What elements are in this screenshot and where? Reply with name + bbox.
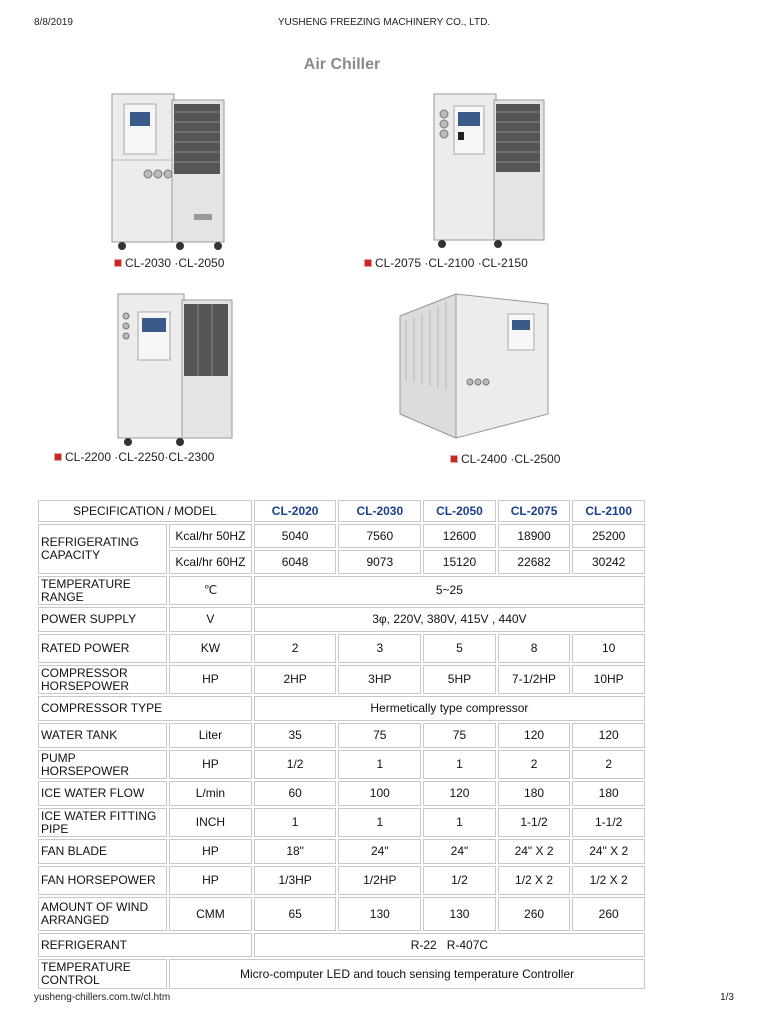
- value-cell: 1/2 X 2: [498, 866, 571, 895]
- value-cell: 1-1/2: [498, 808, 571, 837]
- unit-cell: Liter: [169, 723, 252, 748]
- value-cell: 1: [338, 750, 421, 779]
- unit-cell: HP: [169, 839, 252, 864]
- page-number: 1/3: [720, 992, 734, 1003]
- value-cell: 3: [338, 634, 421, 663]
- value-cell: 6048: [254, 550, 337, 574]
- value-cell: 3HP: [338, 665, 421, 694]
- table-row: [38, 959, 645, 989]
- row-label: AMOUNT OF WIND ARRANGED: [38, 897, 167, 931]
- unit-cell: V: [169, 607, 252, 632]
- table-row: [38, 524, 645, 548]
- value-cell: 1/2: [423, 866, 496, 895]
- value-cell: 24" X 2: [572, 839, 645, 864]
- unit-cell: CMM: [169, 897, 252, 931]
- row-label: COMPRESSOR TYPE: [38, 696, 252, 721]
- row-label: ICE WATER FLOW: [38, 781, 167, 806]
- bullet-icon: [114, 259, 122, 267]
- value-cell: 65: [254, 897, 337, 931]
- value-cell: 30242: [572, 550, 645, 574]
- model-header: CL-2030: [338, 500, 421, 522]
- product-image-cl2400: [396, 290, 552, 444]
- value-cell: 24" X 2: [498, 839, 571, 864]
- value-cell: 10HP: [572, 665, 645, 694]
- value-cell: 120: [572, 723, 645, 748]
- value-cell: 8: [498, 634, 571, 663]
- value-cell: 10: [572, 634, 645, 663]
- value-cell: 35: [254, 723, 337, 748]
- value-cell: 1-1/2: [572, 808, 645, 837]
- value-cell: 180: [572, 781, 645, 806]
- value-cell: 1: [423, 808, 496, 837]
- row-label: FAN BLADE: [38, 839, 167, 864]
- value-cell: Hermetically type compressor: [254, 696, 645, 721]
- row-label: TEMPERATURE CONTROL: [38, 959, 167, 989]
- row-label: WATER TANK: [38, 723, 167, 748]
- row-label: REFRIGERANT: [38, 933, 252, 957]
- value-cell: 120: [423, 781, 496, 806]
- product-caption: CL-2200 ·CL-2250·CL-2300: [54, 450, 214, 464]
- value-cell: 1/3HP: [254, 866, 337, 895]
- value-cell: 180: [498, 781, 571, 806]
- unit-cell: Kcal/hr 60HZ: [169, 550, 252, 574]
- value-cell: 18": [254, 839, 337, 864]
- product-caption: CL-2075 ·CL-2100 ·CL-2150: [364, 256, 528, 270]
- bullet-icon: [364, 259, 372, 267]
- unit-cell: L/min: [169, 781, 252, 806]
- company-name: YUSHENG FREEZING MACHINERY CO., LTD.: [277, 17, 491, 28]
- value-cell: 2: [572, 750, 645, 779]
- value-cell: 5: [423, 634, 496, 663]
- value-cell: 260: [498, 897, 571, 931]
- unit-cell: INCH: [169, 808, 252, 837]
- unit-cell: KW: [169, 634, 252, 663]
- value-cell: 60: [254, 781, 337, 806]
- product-image-cl2075: [430, 90, 550, 250]
- table-row: [38, 808, 645, 837]
- value-cell: 5~25: [254, 576, 645, 605]
- product-caption: CL-2400 ·CL-2500: [450, 452, 560, 466]
- table-header-row: [38, 500, 645, 522]
- table-row: [38, 634, 645, 663]
- table-row: [38, 696, 645, 721]
- table-row: [38, 839, 645, 864]
- row-label: POWER SUPPLY: [38, 607, 167, 632]
- page-title: Air Chiller: [303, 56, 381, 73]
- print-date: 8/8/2019: [34, 17, 73, 28]
- value-cell: 100: [338, 781, 421, 806]
- value-cell: 3φ, 220V, 380V, 415V , 440V: [254, 607, 645, 632]
- value-cell: 130: [338, 897, 421, 931]
- row-label: REFRIGERATING CAPACITY: [38, 524, 167, 574]
- model-header: CL-2075: [498, 500, 571, 522]
- value-cell: 12600: [423, 524, 496, 548]
- value-cell: 1/2 X 2: [572, 866, 645, 895]
- value-cell: Micro-computer LED and touch sensing temperature Controller: [169, 959, 645, 989]
- unit-cell: HP: [169, 866, 252, 895]
- table-row: [38, 866, 645, 895]
- value-cell: 25200: [572, 524, 645, 548]
- table-row: [38, 723, 645, 748]
- product-caption: CL-2030 ·CL-2050: [114, 256, 224, 270]
- value-cell: 22682: [498, 550, 571, 574]
- value-cell: 120: [498, 723, 571, 748]
- value-cell: 2: [498, 750, 571, 779]
- row-label: PUMP HORSEPOWER: [38, 750, 167, 779]
- row-label: FAN HORSEPOWER: [38, 866, 167, 895]
- value-cell: 9073: [338, 550, 421, 574]
- unit-cell: HP: [169, 750, 252, 779]
- table-row: [38, 665, 645, 694]
- model-header: CL-2020: [254, 500, 337, 522]
- value-cell: 260: [572, 897, 645, 931]
- value-cell: 2: [254, 634, 337, 663]
- value-cell: 1/2HP: [338, 866, 421, 895]
- value-cell: 5040: [254, 524, 337, 548]
- value-cell: 1/2: [254, 750, 337, 779]
- value-cell: 75: [338, 723, 421, 748]
- row-label: TEMPERATURE RANGE: [38, 576, 167, 605]
- spec-model-header: SPECIFICATION / MODEL: [38, 500, 252, 522]
- product-image-cl2200: [114, 290, 238, 448]
- value-cell: 75: [423, 723, 496, 748]
- value-cell: 2HP: [254, 665, 337, 694]
- value-cell: 1: [254, 808, 337, 837]
- table-row: [38, 576, 645, 605]
- value-cell: 1: [423, 750, 496, 779]
- value-cell: 15120: [423, 550, 496, 574]
- unit-cell: Kcal/hr 50HZ: [169, 524, 252, 548]
- value-cell: 24": [338, 839, 421, 864]
- product-image-cl2030: [110, 90, 230, 252]
- value-cell: 7-1/2HP: [498, 665, 571, 694]
- model-header: CL-2100: [572, 500, 645, 522]
- value-cell: 7560: [338, 524, 421, 548]
- unit-cell: HP: [169, 665, 252, 694]
- model-header: CL-2050: [423, 500, 496, 522]
- value-cell: 1: [338, 808, 421, 837]
- bullet-icon: [54, 453, 62, 461]
- bullet-icon: [450, 455, 458, 463]
- table-row: [38, 897, 645, 931]
- table-row: [38, 933, 645, 957]
- table-row: [38, 607, 645, 632]
- unit-cell: ℃: [169, 576, 252, 605]
- row-label: RATED POWER: [38, 634, 167, 663]
- spec-table: [36, 498, 647, 991]
- value-cell: 5HP: [423, 665, 496, 694]
- value-cell: 130: [423, 897, 496, 931]
- row-label: COMPRESSOR HORSEPOWER: [38, 665, 167, 694]
- value-cell: 24": [423, 839, 496, 864]
- footer-url: yusheng-chillers.com.tw/cl.htm: [34, 992, 171, 1003]
- value-cell: R-22 R-407C: [254, 933, 645, 957]
- row-label: ICE WATER FITTING PIPE: [38, 808, 167, 837]
- value-cell: 18900: [498, 524, 571, 548]
- table-row: [38, 750, 645, 779]
- table-row: [38, 781, 645, 806]
